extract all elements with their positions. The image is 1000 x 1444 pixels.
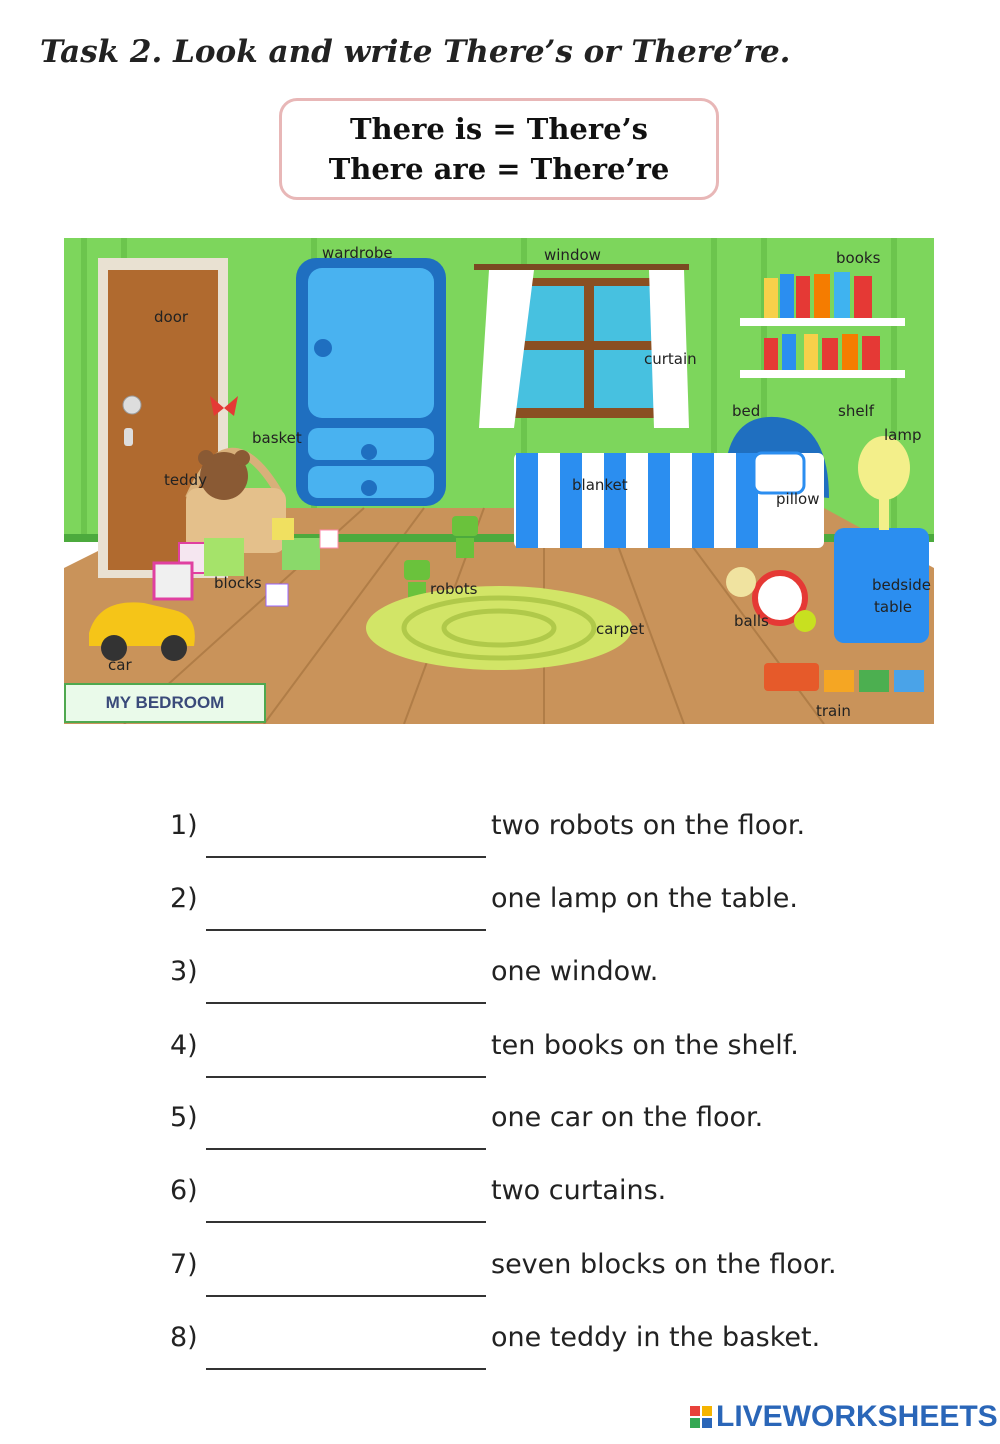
item-sentence: seven blocks on the floor. [491,1249,837,1280]
item-number: 2) [170,883,198,914]
logo-icon [690,1406,712,1428]
label-bedside: bedside [872,576,932,594]
label-table: table [874,598,912,616]
label-pillow: pillow [776,490,820,508]
exercise-item [170,1030,890,1070]
answer-input-1[interactable] [206,810,486,858]
answer-input-8[interactable] [206,1322,486,1370]
label-balls: balls [734,612,769,630]
label-shelf: shelf [838,402,874,420]
curtain-right [649,270,689,428]
bedroom-illustration [64,238,934,724]
liveworksheets-logo[interactable] [690,1400,998,1434]
label-car: car [108,656,132,674]
exercise-item [170,883,890,923]
scene-caption: MY BEDROOM [64,683,266,723]
item-sentence: one teddy in the basket. [491,1322,821,1353]
item-number: 8) [170,1322,198,1353]
shelf-top [740,318,905,326]
pillow [754,453,804,493]
label-blocks: blocks [214,574,262,592]
rule-line-2: There are = There’re [328,152,670,186]
ball-tennis [794,610,816,632]
item-sentence: one window. [491,956,659,987]
exercise-item [170,1322,890,1362]
label-carpet: carpet [596,620,645,638]
label-wardrobe: wardrobe [322,244,393,262]
exercise-item [170,810,890,850]
label-teddy: teddy [164,471,208,489]
item-sentence: two robots on the floor. [491,810,806,841]
answer-input-2[interactable] [206,883,486,931]
answer-input-3[interactable] [206,956,486,1004]
item-sentence: one car on the floor. [491,1102,764,1133]
label-robots: robots [430,580,478,598]
item-sentence: two curtains. [491,1175,667,1206]
exercise-item [170,1249,890,1289]
exercise-item [170,1175,890,1215]
label-curtain: curtain [644,350,697,368]
answer-input-5[interactable] [206,1102,486,1150]
answer-input-4[interactable] [206,1030,486,1078]
label-train: train [816,702,851,720]
label-bed: bed [732,402,761,420]
rule-line-1: There is = There’s [349,112,649,146]
label-blanket: blanket [572,476,628,494]
logo-text: LIVEWORKSHEETS [716,1400,998,1433]
item-number: 4) [170,1030,198,1061]
item-number: 3) [170,956,198,987]
shelf-bottom [740,370,905,378]
item-sentence: ten books on the shelf. [491,1030,799,1061]
label-door: door [154,308,189,326]
exercise-item [170,956,890,996]
lamp [858,436,910,500]
ball-small [726,567,756,597]
rule-box [279,98,719,200]
label-basket: basket [252,429,302,447]
task-title: Task 2. Look and write There’s or There’re. [40,34,791,70]
exercise-item [170,1102,890,1142]
item-number: 7) [170,1249,198,1280]
item-sentence: one lamp on the table. [491,883,798,914]
answer-input-6[interactable] [206,1175,486,1223]
label-books: books [836,249,881,267]
label-lamp: lamp [884,426,922,444]
answer-input-7[interactable] [206,1249,486,1297]
label-window: window [544,246,601,264]
item-number: 5) [170,1102,198,1133]
item-number: 1) [170,810,198,841]
item-number: 6) [170,1175,198,1206]
